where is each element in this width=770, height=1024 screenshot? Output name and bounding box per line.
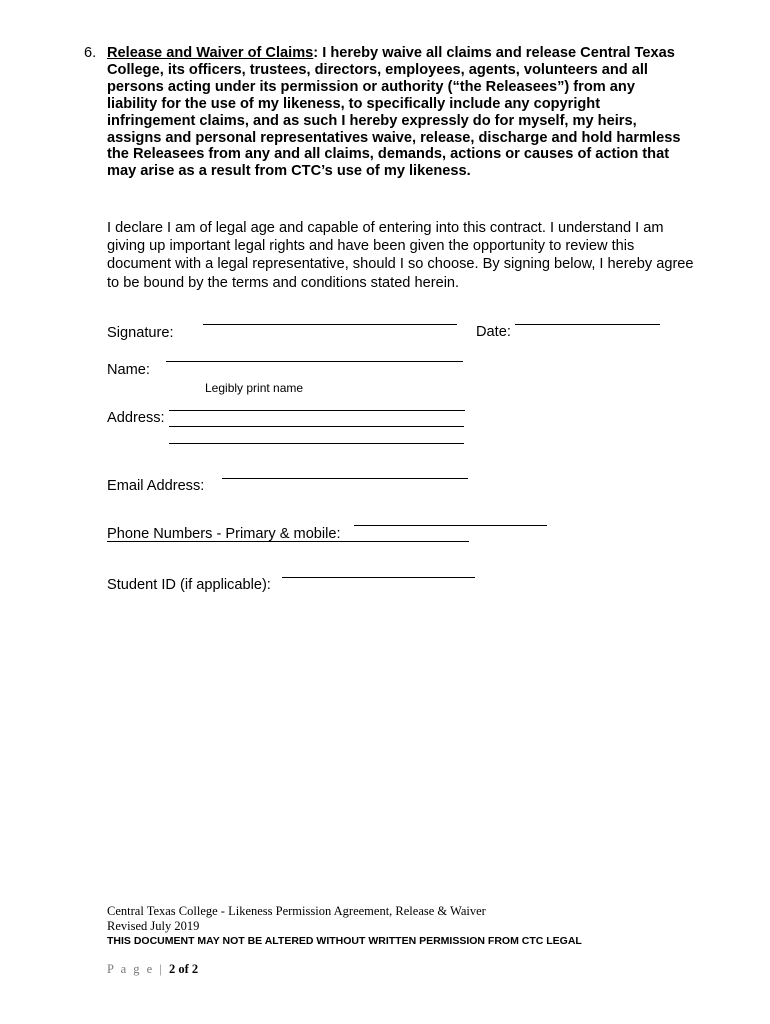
- signature-label: Signature:: [107, 325, 174, 341]
- footer-warning: THIS DOCUMENT MAY NOT BE ALTERED WITHOUT WRITTEN PERMISSION FROM CTC LEGAL: [107, 935, 582, 947]
- name-hint: Legibly print name: [205, 381, 304, 395]
- address-field-line-1[interactable]: [169, 410, 465, 411]
- student-id-field[interactable]: [282, 577, 475, 578]
- phone-label: Phone Numbers - Primary & mobile:: [107, 526, 341, 542]
- signature-field[interactable]: [203, 324, 457, 325]
- clause-heading: Release and Waiver of Claims: [107, 45, 314, 61]
- name-label: Name:: [107, 362, 150, 378]
- name-field[interactable]: [166, 361, 463, 362]
- address-field-line-2[interactable]: [169, 426, 464, 427]
- phone-field-primary[interactable]: [354, 525, 547, 526]
- footer-revised: Revised July 2019: [107, 919, 200, 933]
- address-label: Address:: [107, 410, 165, 426]
- email-field[interactable]: [222, 478, 468, 479]
- page-number: [107, 962, 198, 977]
- clause-number: 6.: [84, 45, 97, 61]
- clause-body: [107, 45, 684, 180]
- phone-field-mobile[interactable]: [107, 541, 469, 542]
- email-label: Email Address:: [107, 478, 205, 494]
- clause-text: : I hereby waive all claims and release Central Texas College, its officers, trustees, directors, employees, agents, volunteers and all persons acting under its permission or authority (“the Releasees”) from any liability for the use of my likeness, to specifically include any copyright infringement claims, and as such I hereby expressly do for myself, my heirs, assigns and personal representatives waive, release, discharge and hold harmless the Releasees from any and all claims, demands, actions or causes of action that may arise as a result from CTC’s use of my likeness.: [107, 45, 681, 180]
- date-field[interactable]: [515, 324, 660, 325]
- date-label: Date:: [476, 324, 511, 340]
- declaration-paragraph: I declare I am of legal age and capable of entering into this contract. I understand I am giving up important legal rights and have been given the opportunity to review this document with a legal representative, should I so choose. By signing below, I hereby agree to be bound by the terms and conditions stated herein.: [107, 220, 694, 291]
- release-waiver-clause: [84, 45, 684, 180]
- footer-title: Central Texas College - Likeness Permission Agreement, Release & Waiver: [107, 904, 486, 918]
- page-count: 2 of 2: [168, 962, 199, 976]
- student-id-label: Student ID (if applicable):: [107, 577, 271, 593]
- page-prefix: P a g e |: [107, 962, 164, 976]
- address-field-line-3[interactable]: [169, 443, 464, 444]
